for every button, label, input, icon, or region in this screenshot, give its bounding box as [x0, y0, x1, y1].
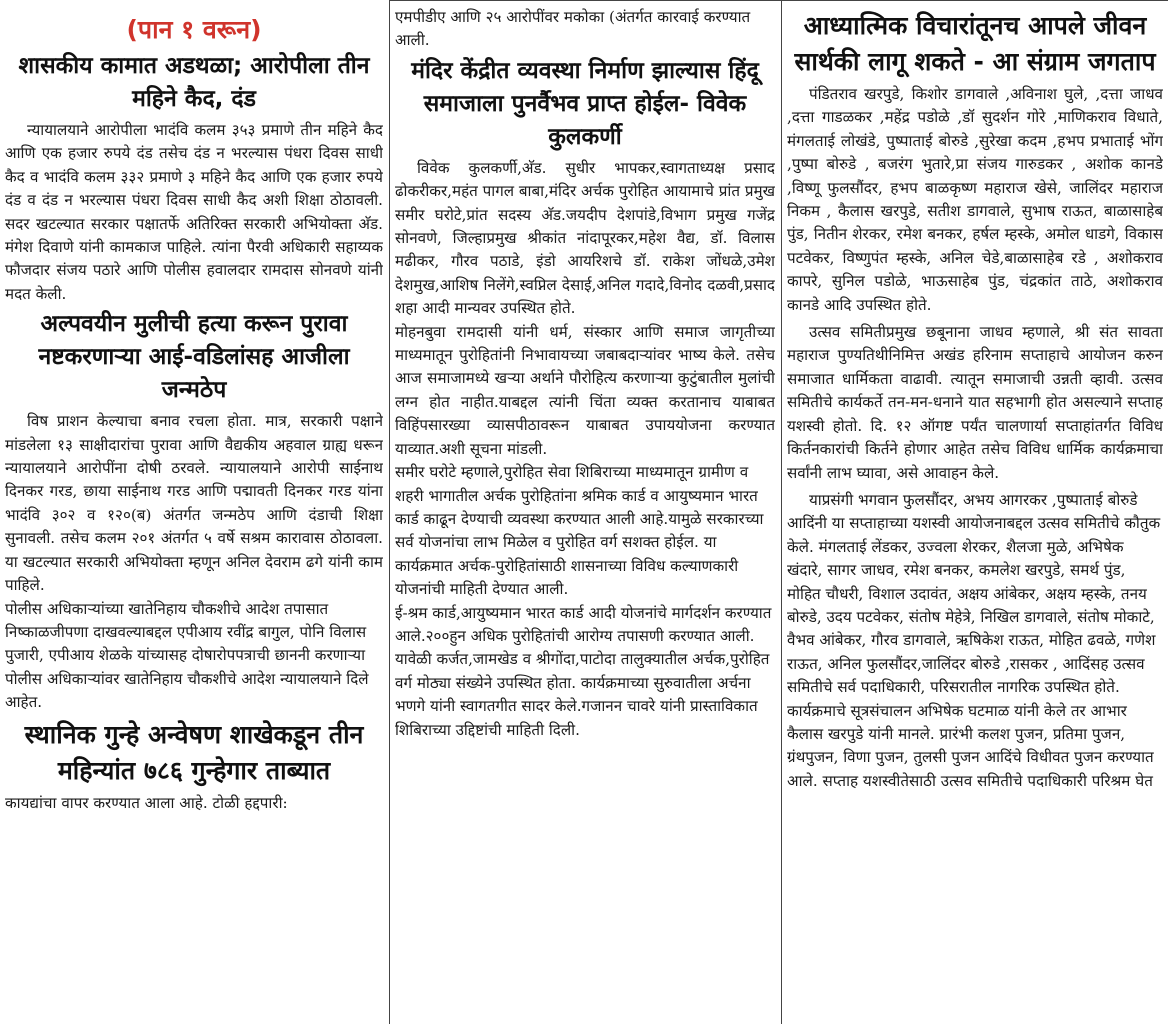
article-paragraph: विष प्राशन केल्याचा बनाव रचला होता. मात्र, सरकारी पक्षाने मांडलेला १३ साक्षीदारांचा पुरावा आणि वैद्यकीय अहवाल ग्राह्य धरून न्यायालयाने आरोपींना दोषी ठरवले. न्यायालयाने आरोपी साईनाथ दिनकर गरड, छाया साईनाथ गरड आणि पद्मावती दिनकर गरड यांना भादंवि ३०२ व १२०(ब) अंतर्गत जन्मठेप आणि दंडाची शिक्षा सुनावली. तसेच कलम २०१ अंतर्गत ५ वर्षे सश्रम कारावास ठोठावला. या खटल्यात सरकारी अभियोक्ता म्हणून अनिल देवराम ढगे यांनी काम पाहिले.	[5, 412, 383, 595]
headline-minor-murder: अल्पवयीन मुलीची हत्या करून पुरावा नष्टकरणाऱ्या आई-वडिलांसह आजीला जन्मठेप	[38, 311, 350, 404]
article-paragraph: न्यायालयाने आरोपीला भादंवि कलम ३५३ प्रमाणे तीन महिने कैद आणि एक हजार रुपये दंड तसेच दंड न भरल्यास पंधरा दिवस साधी कैद व भादंवि कलम ३३२ प्रमाणे ३ महिने कैद आणि एक हजार रुपये दंड व दंड न भरल्यास पंधरा दिवस साधी कैद अशी शिक्षा ठोठावली. सदर खटल्यात सरकार पक्षातर्फे अतिरिक्त सरकारी अभियोक्ता अ‍ॅड. मंगेश दिवाणे यांनी कामकाज पाहिले. त्यांना पैरवी अधिकारी सहाय्यक फौजदार संजय पठारे आणि पोलीस हवालदार रामदास सोनवणे यांनी मदत केली.	[5, 121, 383, 303]
continued-label: (पान १ वरून)	[126, 15, 262, 44]
column-2	[395, 6, 775, 1024]
article-paragraph: पंडितराव खरपुडे, किशोर डागवाले ,अविनाश घुले, ,दत्ता जाधव ,दत्ता गाडळकर ,महेंद्र पडोळे ,डॉ सुदर्शन गोरे ,माणिकराव विधाते, मंगलताई लोखंडे, पुष्पाताई बोरुडे ,सुरेखा कदम ,हभप प्रभाताई भोंग ,पुष्पा बोरुडे , बजरंग भुतारे,प्रा संजय गारुडकर , अशोक कानडे ,विष्णू फुलसौंदर, हभप बाळकृष्ण महाराज खेसे, जालिंदर महाराज निकम , कैलास खरपुडे, सतीश डागवाले, सुभाष राऊत, बाळासाहेब पुंड, नितीन शेरकर, रमेश बनकर, हर्षल म्हस्के, अमोल धाडगे, विकास पटवेकर, विष्णुपंत म्हस्के, अनिल चेडे,बाळासाहेब रडे , अशोकराव कापरे, सुनिल पडोळे, भाऊसाहेब पुंड, चंद्रकांत ताठे, अशोकराव कानडे आदि उपस्थित होते.	[787, 85, 1163, 314]
article-paragraph: याप्रसंगी भगवान फुलसौंदर, अभय आगरकर ,पुष्पाताई बोरुडे आदिंनी या सप्ताहाच्या यशस्वी आयोजनाबद्दल उत्सव समितीचे कौतुक केले. मंगलताई लेंडकर, उज्वला शेरकर, शैलजा मुळे, अभिषेक खंदारे, सागर जाधव, रमेश बनकर, कमलेश खरपुडे, समर्थ पुंड, मोहित चौधरी, विशाल उदावंत, अक्षय आंबेकर, अक्षय म्हस्के, तनय बोरुडे, उदय पटवेकर, संतोष मेहेत्रे, निखिल डागवाले, संतोष मोकाटे, वैभव आंबेकर, गौरव डागवाले, ऋषिकेश राऊत, मोहित ढवळे, गणेश राऊत, अनिल फुलसौंदर,जालिंदर बोरुडे ,रासकर , आदिंसह उत्सव समितीचे सर्व पदाधिकारी, परिसरातील नागरिक उपस्थित होते. कार्यक्रमाचे सूत्रसंचालन अभिषेक घटमाळ यांनी केले तर आभार कैलास खरपुडे यांनी मानले. प्रारंभी कलश पुजन, प्रतिमा पुजन, ग्रंथपुजन, विणा पुजन, तुलसी पुजन आदिंचे विधीवत पुजन करण्यात आले. सप्ताह यशस्वीतेसाठी उत्सव समितीचे पदाधिकारी परिश्रम घेत	[787, 490, 1161, 790]
column-1	[5, 6, 383, 1024]
column-rule-right	[781, 0, 782, 1024]
article-paragraph: उत्सव समितीप्रमुख छबूनाना जाधव म्हणाले, श्री संत सावता महाराज पुण्यतिथीनिमित्त अखंड हरिनाम सप्ताहाचे आयोजन करुन समाजात धार्मिकता वाढावी. त्यातून समाजाची उन्नती व्हावी. उत्सव समितीचे कार्यकर्ते तन-मन-धनाने यात सहभागी होत असल्याने सप्ताह यशस्वी होतो. दि. १२ ऑगष्ट पर्यंत चालणार्या सप्ताहांतर्गत विविध किर्तनकारांची किर्तने होणार आहेत तसेच विविध धार्मिक कार्यक्रमाचा सर्वांनी लाभ घ्यावा, असे आवाहन केले.	[787, 323, 1163, 482]
column-rule-left	[389, 0, 390, 1024]
headline-lcb-arrests: स्थानिक गुन्हे अन्वेषण शाखेकडून तीन महिन्यांत ७८६ गुन्हेगार ताब्यात	[24, 719, 364, 785]
article-paragraph: मोहनबुवा रामदासी यांनी धर्म, संस्कार आणि समाज जागृतीच्या माध्यमातून पुरोहितांनी निभावायच्या जबाबदाऱ्यांवर भाष्य केले. तसेच आज समाजामध्ये खऱ्या अर्थाने पौरोहित्य करणाऱ्या कुटुंबातील मुलांची लग्न होत नाहीत.याबद्दल त्यांनी चिंता व्यक्त करतानाच याबाबत विहिंपसारख्या व्यासपीठावरून याबाबत उपाययोजना करण्यात याव्यात.अशी सूचना मांडली.	[395, 322, 775, 458]
headline-court-obstruction: शासकीय कामात अडथळा; आरोपीला तीन महिने कैद, दंड	[18, 53, 370, 112]
article-paragraph: एमपीडीए आणि २५ आरोपींवर मकोका (अंतर्गत कारवाई करण्यात आली.	[395, 8, 751, 50]
article-paragraph: ई-श्रम कार्ड,आयुष्यमान भारत कार्ड आदी योजनांचे मार्गदर्शन करण्यात आले.२००हुन अधिक पुरोहितांची आरोग्य तपासणी करण्यात आली. यावेळी कर्जत,जामखेड व श्रीगोंदा,पाटोदा तालुक्यातील अर्चक,पुरोहित वर्ग मोठ्या संख्येने उपस्थित होता. कार्यक्रमाच्या सुरुवातीला अर्चना भणगे यांनी स्वागतगीत सादर केले.गजानन चावरे यांनी प्रास्ताविकात शिबिराच्या उद्दिष्टांची माहिती दिली.	[395, 603, 772, 739]
article-paragraph: समीर घरोटे म्हणाले,पुरोहित सेवा शिबिराच्या माध्यमातून ग्रामीण व शहरी भागातील अर्चक पुरोहितांना श्रमिक कार्ड व आयुष्यमान भारत कार्ड काढून देण्याची व्यवस्था करण्यात आली आहे.यामुळे सरकारच्या सर्व योजनांचा लाभ मिळेल व पुरोहित वर्ग सशक्त होईल. या कार्यक्रमात अर्चक-पुरोहितांसाठी शासनाच्या विविध कल्याणकारी योजनांची माहिती देण्यात आली.	[395, 463, 764, 599]
top-rule	[389, 0, 1168, 1]
headline-temple-system: मंदिर केंद्रीत व्यवस्था निर्माण झाल्यास हिंदू समाजाला पुनर्वैभव प्राप्त होईल- विवेक कुलकर्णी	[411, 57, 759, 150]
article-paragraph: कायद्यांचा वापर करण्यात आला आहे. टोळी हद्दपारी:	[5, 793, 288, 812]
article-paragraph: विवेक कुलकर्णी,अ‍ॅड. सुधीर भापकर,स्वागताध्यक्ष प्रसाद ढोकरीकर,महंत पागल बाबा,मंदिर अर्चक पुरोहित आयामाचे प्रांत प्रमुख समीर घरोटे,प्रांत सदस्य अ‍ॅड.जयदीप देशपांडे,विभाग प्रमुख गजेंद्र सोनवणे, जिल्हाप्रमुख श्रीकांत नांदापूरकर,महेश वैद्य, डॉ. विलास मढीकर, गौरव पठाडे, इंडो आयरिशचे डॉ. राकेश जोंधळे,उमेश देशमुख,आशिष निलेंगे,स्वप्निल देसाई,अनिल गदादे,विनोद दळवी,प्रसाद शहा आदी मान्यवर उपस्थित होते.	[395, 158, 775, 318]
article-paragraph: पोलीस अधिकाऱ्यांच्या खातेनिहाय चौकशीचे आदेश तपासात निष्काळजीपणा दाखवल्याबद्दल एपीआय रवींद्र बागुल, पोनि विलास पुजारी, एपीआय शेळके यांच्यासह दोषारोपपत्राची छाननी करणाऱ्या पोलीस अधिकाऱ्यांवर खातेनिहाय चौकशीचे आदेश न्यायालयाने दिले आहेत.	[5, 599, 369, 712]
column-3	[787, 6, 1163, 1024]
headline-spiritual-thoughts: आध्यात्मिक विचारांतूनच आपले जीवन सार्थकी लागू शकते - आ संग्राम जगताप	[794, 11, 1156, 76]
